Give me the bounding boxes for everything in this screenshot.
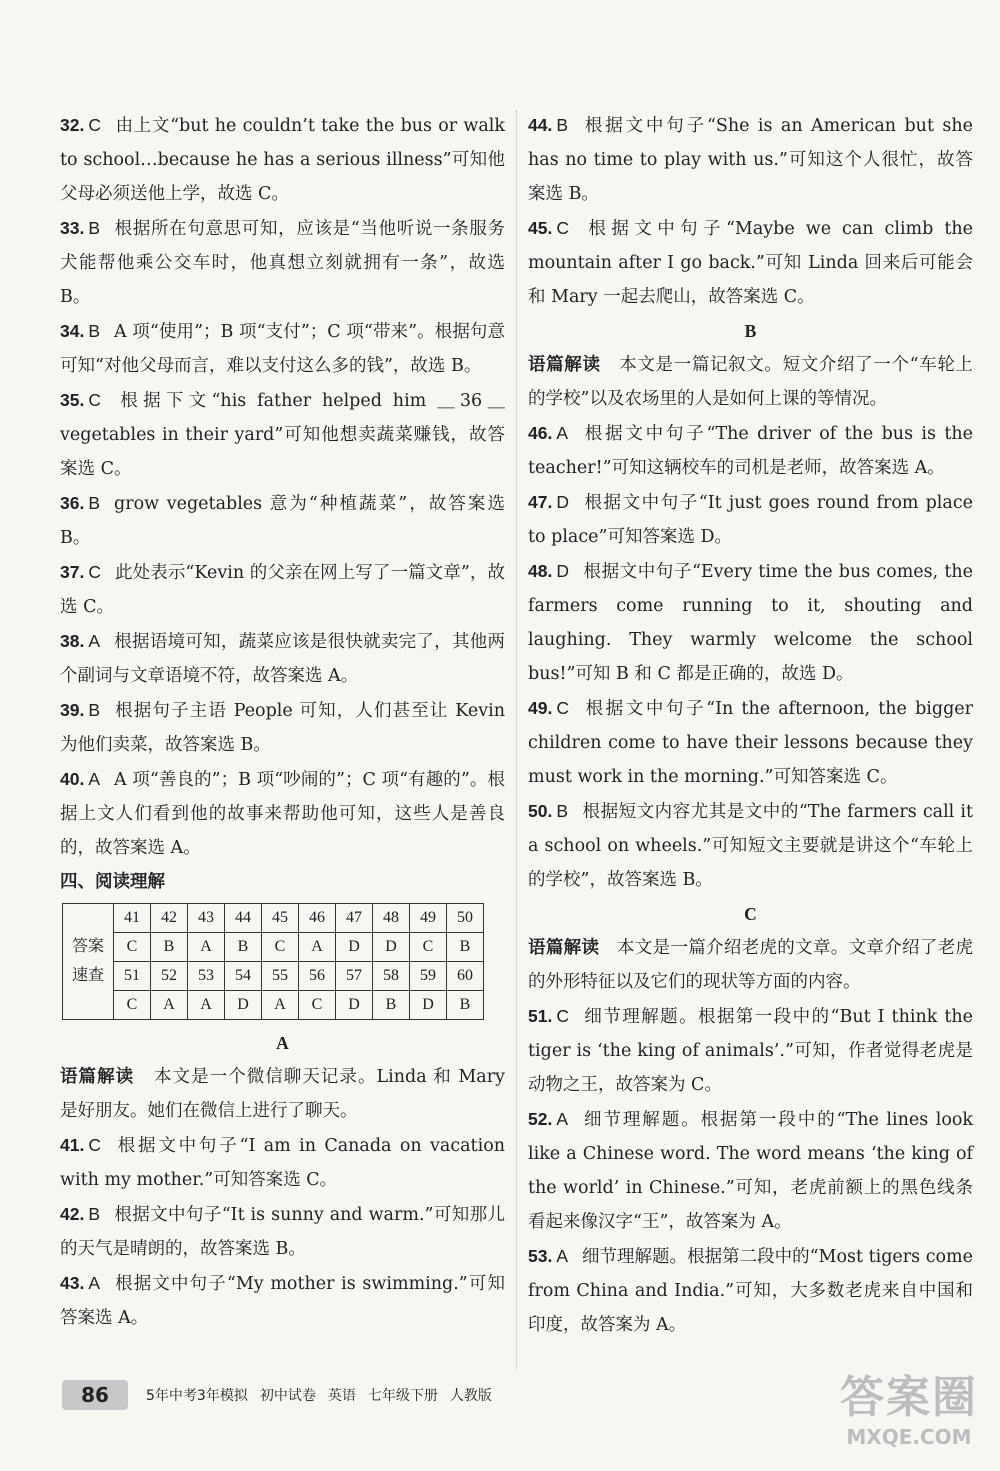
explanation-text: 根据下文“his father helped him ＿36＿ vegetables in their yard”可知他想卖蔬菜赚钱，故答案选 C。 (60, 391, 505, 479)
grid-cell: C (410, 933, 447, 962)
explanation-text: 根据文中句子“Every time the bus comes, the farmers come running to it, shouting and laughing. They warmly welcome the school bus!”可知 B 和 C 都是正确的，故选 D。 (528, 562, 973, 684)
grid-cell: 42 (151, 904, 188, 933)
part-b-heading: B (744, 321, 757, 341)
left-column (60, 108, 505, 1335)
answer-item (60, 1128, 505, 1197)
answer-item (60, 108, 505, 211)
grid-cell: 48 (373, 904, 410, 933)
part-b-intro (528, 348, 973, 416)
explanation-text: 根据短文内容尤其是文中的“The farmers call it a school on wheels.”可知短文主要就是讲这个“车轮上的学校”，故答案选 B。 (528, 802, 973, 890)
answer-letter: B (88, 218, 101, 238)
answer-item (60, 693, 505, 762)
answer-item (60, 486, 505, 555)
explanation-text: A 项“善良的”；B 项“吵闹的”；C 项“有趣的”。根据上文人们看到他的故事来帮助他可知，这些人是善良的，故答案选 A。 (60, 770, 505, 858)
answer-item (528, 554, 973, 691)
answer-letter: C (88, 115, 101, 135)
grid-cell: 57 (336, 962, 373, 991)
column-divider (516, 110, 517, 1370)
grid-cell: D (410, 991, 447, 1020)
question-number: 35. (60, 390, 85, 410)
explanation-text: 根据文中句子“The driver of the bus is the teacher!”可知这辆校车的司机是老师，故答案选 A。 (528, 424, 973, 478)
answer-letter: D (556, 492, 569, 512)
section-title: 四、阅读理解 (60, 872, 165, 892)
intro-text: 本文是一篇记叙文。短文介绍了一个“车轮上的学校”以及农场里的人是如何上课的等情况。 (528, 355, 973, 409)
answer-item (528, 211, 973, 314)
grid-cell: 47 (336, 904, 373, 933)
grid-cell: 60 (447, 962, 484, 991)
explanation-text: 细节理解题。根据第一段中的“But I think the tiger is ‘the king of animals’.”可知，作者觉得老虎是动物之王，故答案为 C。 (528, 1007, 973, 1095)
grid-cell: C (262, 933, 299, 962)
answer-letter: B (88, 1204, 101, 1224)
explanation-text: A 项“使用”；B 项“支付”；C 项“带来”。根据句意可知“对他父母而言，难以支付这么多的钱”，故选 B。 (60, 322, 505, 376)
grid-cell: B (225, 933, 262, 962)
grid-label-top-spacer (63, 904, 114, 933)
grid-cell: 53 (188, 962, 225, 991)
grid-cell: 58 (373, 962, 410, 991)
grid-label-top: 答案 (63, 933, 114, 962)
grid-cell: A (188, 991, 225, 1020)
grid-cell: 56 (299, 962, 336, 991)
answer-letter: C (88, 1135, 101, 1155)
question-number: 34. (60, 321, 85, 341)
explanation-text: 根据语境可知，蔬菜应该是很快就卖完了，其他两个副词与文章语境不符，故答案选 A。 (60, 632, 505, 686)
grid-cell: B (151, 933, 188, 962)
answer-letter: B (88, 321, 101, 341)
answer-item (528, 1239, 973, 1342)
grid-cell: B (447, 991, 484, 1020)
grid-cell: A (151, 991, 188, 1020)
explanation-text: 根据文中句子“I am in Canada on vacation with my mother.”可知答案选 C。 (60, 1136, 505, 1190)
question-number: 47. (528, 492, 553, 512)
answer-item (60, 1197, 505, 1266)
answer-letter: A (556, 1109, 569, 1129)
explanation-text: grow vegetables 意为“种植蔬菜”，故答案选 B。 (60, 494, 505, 548)
question-number: 32. (60, 115, 85, 135)
part-c-intro (528, 931, 973, 999)
answer-letter: C (556, 1006, 569, 1026)
answer-item (60, 1266, 505, 1335)
answer-letter: B (88, 700, 101, 720)
explanation-text: 根据文中句子“It is sunny and warm.”可知那儿的天气是晴朗的，故答案选 B。 (60, 1205, 505, 1259)
explanation-text: 根据文中句子“In the afternoon, the bigger children come to have their lessons because they must work in the morning.”可知答案选 C。 (528, 699, 973, 787)
grid-cell: 41 (114, 904, 151, 933)
answer-letter: A (556, 1246, 569, 1266)
question-number: 51. (528, 1006, 553, 1026)
intro-text: 本文是一个微信聊天记录。Linda 和 Mary 是好朋友。她们在微信上进行了聊天。 (60, 1067, 505, 1121)
question-number: 38. (60, 631, 85, 651)
question-number: 36. (60, 493, 85, 513)
answer-letter: C (556, 698, 569, 718)
explanation-text: 根据文中句子“My mother is swimming.”可知答案选 A。 (60, 1274, 505, 1328)
grid-cell: A (299, 933, 336, 962)
grid-cell: A (262, 991, 299, 1020)
answer-item (528, 691, 973, 794)
grid-cell: B (373, 991, 410, 1020)
question-number: 41. (60, 1135, 85, 1155)
grid-cell: D (336, 933, 373, 962)
question-number: 46. (528, 423, 553, 443)
intro-text: 本文是一篇介绍老虎的文章。文章介绍了老虎的外形特征以及它们的现状等方面的内容。 (528, 938, 973, 992)
question-number: 53. (528, 1246, 553, 1266)
answer-letter: A (556, 423, 569, 443)
grid-cell: 45 (262, 904, 299, 933)
answer-letter: C (556, 218, 569, 238)
question-number: 48. (528, 561, 553, 581)
grid-label-bottom: 速查 (63, 962, 114, 991)
question-number: 37. (60, 562, 85, 582)
intro-label: 语篇解读 (528, 938, 600, 958)
grid-cell: C (114, 933, 151, 962)
footer-edition: 人教版 (449, 1388, 492, 1404)
answer-item (528, 485, 973, 554)
grid-cell: A (188, 933, 225, 962)
explanation-text: 由上文“but he couldn’t take the bus or walk to school…because he has a serious illness”可知他父母必须送他上学，故选 C。 (60, 116, 505, 204)
part-a-heading: A (276, 1033, 289, 1053)
answer-item (60, 383, 505, 486)
grid-cell: D (373, 933, 410, 962)
answer-letter: C (88, 562, 101, 582)
part-a-intro (60, 1060, 505, 1128)
grid-cell: B (447, 933, 484, 962)
explanation-text: 根据文中句子“Maybe we can climb the mountain after I go back.”可知 Linda 回来后可能会和 Mary 一起去爬山，故答案选 C。 (528, 219, 973, 307)
answer-letter: A (88, 631, 101, 651)
explanation-text: 根据文中句子“She is an American but she has no time to play with us.”可知这个人很忙，故答案选 B。 (528, 116, 973, 204)
watermark-small: MXQE.COM (846, 1425, 972, 1449)
footer-grade: 七年级下册 (367, 1388, 438, 1404)
answer-item (528, 794, 973, 897)
grid-cell: 55 (262, 962, 299, 991)
question-number: 43. (60, 1273, 85, 1293)
answer-letter: D (556, 561, 569, 581)
footer-subject: 英语 (327, 1388, 356, 1404)
question-number: 42. (60, 1204, 85, 1224)
answer-item (528, 1102, 973, 1239)
grid-label-bottom-spacer (63, 991, 114, 1020)
grid-cell: 46 (299, 904, 336, 933)
answer-item (60, 762, 505, 865)
watermark-big: 答案圈 (840, 1372, 978, 1423)
grid-cell: 54 (225, 962, 262, 991)
part-c-heading: C (744, 904, 757, 924)
answer-item (60, 211, 505, 314)
explanation-text: 此处表示“Kevin 的父亲在网上写了一篇文章”，故选 C。 (60, 563, 505, 617)
explanation-text: 细节理解题。根据第一段中的“The lines look like a Chinese word. The word means ‘the king of the world’ in Chinese.”可知，老虎前额上的黑色线条看起来像汉字“王”，故答案为 A。 (528, 1110, 973, 1232)
answer-item (60, 314, 505, 383)
grid-cell: 59 (410, 962, 447, 991)
question-number: 33. (60, 218, 85, 238)
question-number: 44. (528, 115, 553, 135)
answer-letter: B (88, 493, 101, 513)
answer-item (528, 108, 973, 211)
question-number: 52. (528, 1109, 553, 1129)
grid-cell: 50 (447, 904, 484, 933)
answer-item (528, 416, 973, 485)
grid-cell: 43 (188, 904, 225, 933)
intro-label: 语篇解读 (528, 355, 601, 375)
explanation-text: 根据句子主语 People 可知，人们甚至让 Kevin 为他们卖菜，故答案选 B。 (60, 701, 505, 755)
footer-type: 初中试卷 (259, 1388, 316, 1404)
grid-cell: 51 (114, 962, 151, 991)
page-number: 86 (62, 1380, 128, 1410)
answer-grid (62, 903, 484, 1020)
answer-item (528, 999, 973, 1102)
explanation-text: 细节理解题。根据第二段中的“Most tigers come from China and India.”可知，大多数老虎来自中国和印度，故答案为 A。 (528, 1247, 973, 1335)
grid-cell: 44 (225, 904, 262, 933)
answer-letter: B (556, 801, 569, 821)
grid-cell: D (336, 991, 373, 1020)
intro-label: 语篇解读 (60, 1067, 135, 1087)
explanation-text: 根据文中句子“It just goes round from place to place”可知答案选 D。 (528, 493, 973, 547)
answer-letter: B (556, 115, 569, 135)
question-number: 50. (528, 801, 553, 821)
question-number: 40. (60, 769, 85, 789)
answer-item (60, 555, 505, 624)
grid-cell: C (299, 991, 336, 1020)
question-number: 45. (528, 218, 553, 238)
answer-item (60, 624, 505, 693)
footer-series: 5年中考3年模拟 (146, 1388, 248, 1404)
explanation-text: 根据所在句意思可知，应该是“当他听说一条服务犬能帮他乘公交车时，他真想立刻就拥有一条”，故选 B。 (60, 219, 505, 307)
answer-letter: C (88, 390, 101, 410)
right-column (528, 108, 973, 1342)
answer-letter: A (88, 769, 101, 789)
watermark-logo (840, 1361, 978, 1449)
grid-cell: 49 (410, 904, 447, 933)
grid-cell: D (225, 991, 262, 1020)
grid-cell: 52 (151, 962, 188, 991)
question-number: 39. (60, 700, 85, 720)
question-number: 49. (528, 698, 553, 718)
grid-cell: C (114, 991, 151, 1020)
answer-letter: A (88, 1273, 101, 1293)
page-footer (62, 1378, 762, 1412)
